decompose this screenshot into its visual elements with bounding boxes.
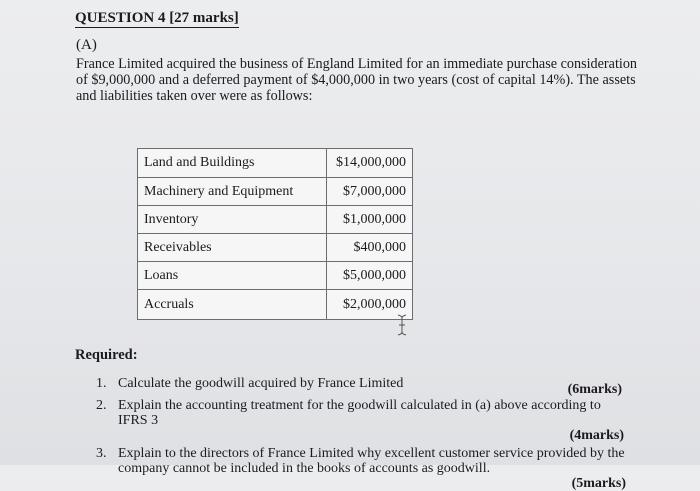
amount-cell: $2,000,000 [327, 290, 413, 320]
intro-line: of $9,000,000 and a deferred payment of $4,000,000 in two years (cost of capital 14%). The assets [76, 72, 636, 88]
list-item [96, 376, 636, 396]
table-row [138, 234, 413, 262]
item-text: Explain the accounting treatment for the goodwill calculated in (a) above according to [118, 398, 601, 413]
amount-cell: $7,000,000 [327, 178, 413, 206]
table-row [138, 290, 413, 320]
item-cell: Machinery and Equipment [138, 178, 327, 206]
item-cell: Accruals [138, 290, 327, 320]
item-text: Explain to the directors of France Limited why excellent customer service provided by the [118, 446, 625, 461]
amount-cell: $400,000 [327, 234, 413, 262]
table-row [138, 178, 413, 206]
amount-cell: $5,000,000 [327, 262, 413, 290]
list-item [96, 398, 636, 444]
intro-line: and liabilities taken over were as follows: [76, 88, 313, 104]
assets-liabilities-table [137, 148, 413, 320]
amount-cell: $14,000,000 [327, 149, 413, 178]
intro-paragraph [76, 56, 666, 104]
item-number: 3. [96, 446, 107, 461]
marks-label: (6marks) [567, 382, 622, 397]
question-title: QUESTION 4 [27 marks] [75, 10, 239, 26]
item-cell: Land and Buildings [138, 149, 327, 178]
item-cell: Loans [138, 262, 327, 290]
marks-label: (4marks) [569, 428, 624, 443]
marks-label: (5marks) [571, 476, 626, 491]
item-number: 1. [96, 376, 107, 391]
item-text: company cannot be included in the books of accounts as goodwill. [118, 461, 491, 476]
table-row [138, 206, 413, 234]
list-item [96, 446, 636, 491]
text-cursor-icon [397, 313, 407, 337]
item-cell: Receivables [138, 234, 327, 262]
required-list [96, 376, 636, 491]
table-row [138, 262, 413, 290]
intro-line: France Limited acquired the business of England Limited for an immediate purchase consideration [76, 56, 638, 72]
item-cell: Inventory [138, 206, 327, 234]
item-text: Calculate the goodwill acquired by France Limited [118, 376, 404, 391]
item-number: 2. [96, 398, 107, 413]
section-label: (A) [76, 37, 97, 53]
amount-cell: $1,000,000 [327, 206, 413, 234]
table-row [138, 149, 413, 178]
item-text: IFRS 3 [118, 413, 159, 428]
required-heading: Required: [75, 347, 138, 363]
